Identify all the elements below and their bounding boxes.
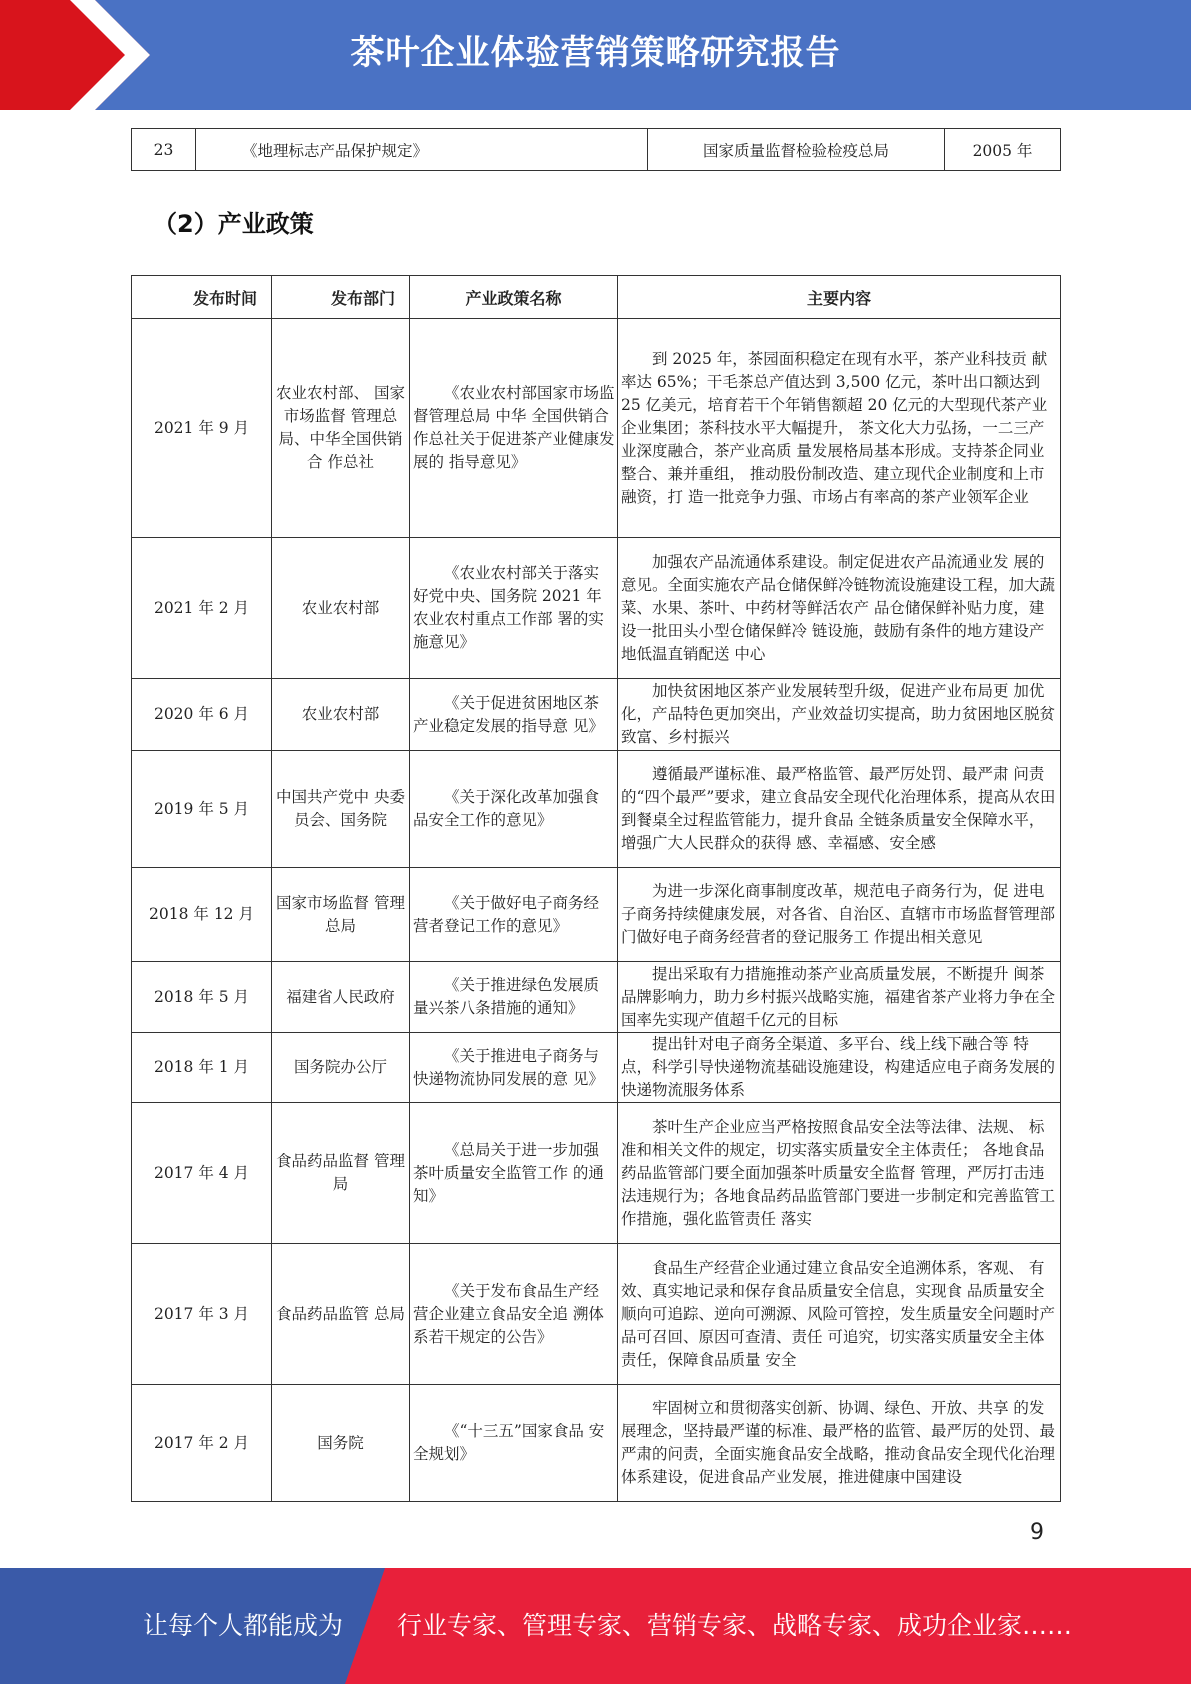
table-row [132, 1103, 1061, 1244]
column-header-date: 发布时间 [132, 276, 272, 319]
policy-date: 2017 年 3 月 [132, 1244, 272, 1385]
policy-department: 国务院办公厅 [272, 1033, 410, 1103]
page-header [0, 0, 1191, 110]
policy-content: 加强农产品流通体系建设。制定促进农产品流通业发 展的意见。全面实施农产品仓储保鲜冷链物流设施建设工程，加大蔬菜、水果、茶叶、中药材等鲜活农产 品仓储保鲜补贴力度，建设一批田头小型仓储保鲜冷 链设施，鼓励有条件的地方建设产地低温直销配送 中心 [618, 538, 1061, 679]
policy-name: 《关于深化改革加强食 品安全工作的意见》 [410, 751, 618, 868]
policy-department: 食品药品监督 管理局 [272, 1103, 410, 1244]
policy-name: 《关于做好电子商务经 营者登记工作的意见》 [410, 868, 618, 962]
policy-name: 《关于促进贫困地区茶 产业稳定发展的指导意 见》 [410, 679, 618, 751]
policy-department: 国家市场监督 管理总局 [272, 868, 410, 962]
policy-name: 《农业农村部国家市场监督管理总局 中华 全国供销合作总社关于促进茶产业健康发展的 指导意见》 [410, 319, 618, 538]
reg-issuer: 国家质量监督检验检疫总局 [648, 129, 945, 171]
column-header-policy-name: 产业政策名称 [410, 276, 618, 319]
table-row [132, 1244, 1061, 1385]
policy-table [131, 275, 1061, 1502]
policy-content: 为进一步深化商事制度改革，规范电子商务行为，促 进电子商务持续健康发展，对各省、自治区、直辖市市场监督管理部门做好电子商务经营者的登记服务工 作提出相关意见 [618, 868, 1061, 962]
reg-year: 2005 年 [945, 129, 1061, 171]
policy-department: 农业农村部 [272, 538, 410, 679]
column-header-department: 发布部门 [272, 276, 410, 319]
table-row [132, 751, 1061, 868]
policy-date: 2020 年 6 月 [132, 679, 272, 751]
table-row [132, 679, 1061, 751]
policy-date: 2021 年 9 月 [132, 319, 272, 538]
table-row [132, 868, 1061, 962]
regulation-table [131, 128, 1061, 171]
section-heading: （2）产业政策 [153, 210, 314, 238]
footer-slogan-right: 行业专家、管理专家、营销专家、战略专家、成功企业家…… [397, 1611, 1073, 1640]
policy-date: 2021 年 2 月 [132, 538, 272, 679]
policy-date: 2017 年 4 月 [132, 1103, 272, 1244]
table-row [132, 129, 1061, 171]
policy-name: 《农业农村部关于落实 好党中央、国务院 2021 年农业农村重点工作部 署的实施意见》 [410, 538, 618, 679]
page-number: 9 [1030, 1520, 1044, 1545]
policy-content: 牢固树立和贯彻落实创新、协调、绿色、开放、共享 的发展理念，坚持最严谨的标准、最严格的监管、最严厉的处罚、最严肃的问责，全面实施食品安全战略，推动食品安全现代化治理体系建设，促进食品产业发展，推进健康中国建设 [618, 1385, 1061, 1502]
policy-date: 2019 年 5 月 [132, 751, 272, 868]
policy-content: 茶叶生产企业应当严格按照食品安全法等法律、法规、 标准和相关文件的规定，切实落实质量安全主体责任； 各地食品药品监管部门要全面加强茶叶质量安全监督 管理，严厉打击违法违规行为；各地食品药品监管部门要进一步制定和完善监管工作措施，强化监管责任 落实 [618, 1103, 1061, 1244]
column-header-content: 主要内容 [618, 276, 1061, 319]
policy-department: 农业农村部、 国家市场监督 管理总局、中华全国供销合 作总社 [272, 319, 410, 538]
table-row [132, 962, 1061, 1033]
policy-name: 《关于发布食品生产经 营企业建立食品安全追 溯体系若干规定的公告》 [410, 1244, 618, 1385]
policy-content: 食品生产经营企业通过建立食品安全追溯体系，客观、 有效、真实地记录和保存食品质量安全信息，实现食 品质量安全顺向可追踪、逆向可溯源、风险可管控，发生质量安全问题时产品可召回、原因可查清、责任 可追究，切实落实质量安全主体责任，保障食品质量 安全 [618, 1244, 1061, 1385]
policy-department: 国务院 [272, 1385, 410, 1502]
report-title: 茶叶企业体验营销策略研究报告 [350, 33, 841, 73]
table-row [132, 319, 1061, 538]
policy-name: 《“十三五”国家食品 安全规划》 [410, 1385, 618, 1502]
table-row [132, 538, 1061, 679]
policy-name: 《总局关于进一步加强 茶叶质量安全监管工作 的通知》 [410, 1103, 618, 1244]
policy-name: 《关于推进电子商务与 快递物流协同发展的意 见》 [410, 1033, 618, 1103]
page-footer [0, 1568, 1191, 1684]
policy-date: 2018 年 12 月 [132, 868, 272, 962]
table-row [132, 1033, 1061, 1103]
policy-date: 2017 年 2 月 [132, 1385, 272, 1502]
policy-content: 提出采取有力措施推动茶产业高质量发展，不断提升 闽茶品牌影响力，助力乡村振兴战略实施，福建省茶产业将力争在全国率先实现产值超千亿元的目标 [618, 962, 1061, 1033]
reg-number: 23 [132, 129, 196, 171]
policy-department: 中国共产党中 央委员会、国务院 [272, 751, 410, 868]
policy-name: 《关于推进绿色发展质 量兴茶八条措施的通知》 [410, 962, 618, 1033]
table-row [132, 1385, 1061, 1502]
footer-slogan-left: 让每个人都能成为 [143, 1611, 344, 1640]
policy-department: 福建省人民政府 [272, 962, 410, 1033]
policy-content: 加快贫困地区茶产业发展转型升级，促进产业布局更 加优化，产品特色更加突出，产业效益切实提高，助力贫困地区脱贫致富、乡村振兴 [618, 679, 1061, 751]
policy-department: 食品药品监管 总局 [272, 1244, 410, 1385]
policy-content: 到 2025 年，茶园面积稳定在现有水平，茶产业科技贡 献率达 65%；干毛茶总产值达到 3,500 亿元，茶叶出口额达到 25 亿美元，培育若干个年销售额超 20 亿元的大型现代茶产业企业集团；茶科技水平大幅提升， 茶文化大力弘扬，一二三产业深度融合，茶产业高质 量发展格局基本形成。支持茶企同业整合、兼并重组， 推动股份制改造、建立现代企业制度和上市融资，打 造一批竞争力强、市场占有率高的茶产业领军企业 [618, 319, 1061, 538]
policy-date: 2018 年 5 月 [132, 962, 272, 1033]
reg-name: 《地理标志产品保护规定》 [196, 129, 648, 171]
policy-content: 遵循最严谨标准、最严格监管、最严厉处罚、最严肃 问责的“四个最严”要求，建立食品安全现代化治理体系，提高从农田到餐桌全过程监管能力，提升食品 全链条质量安全保障水平，增强广大人民群众的获得 感、幸福感、安全感 [618, 751, 1061, 868]
policy-date: 2018 年 1 月 [132, 1033, 272, 1103]
policy-content: 提出针对电子商务全渠道、多平台、线上线下融合等 特点，科学引导快递物流基础设施建设，构建适应电子商务发展的快递物流服务体系 [618, 1033, 1061, 1103]
policy-department: 农业农村部 [272, 679, 410, 751]
table-header-row [132, 276, 1061, 319]
